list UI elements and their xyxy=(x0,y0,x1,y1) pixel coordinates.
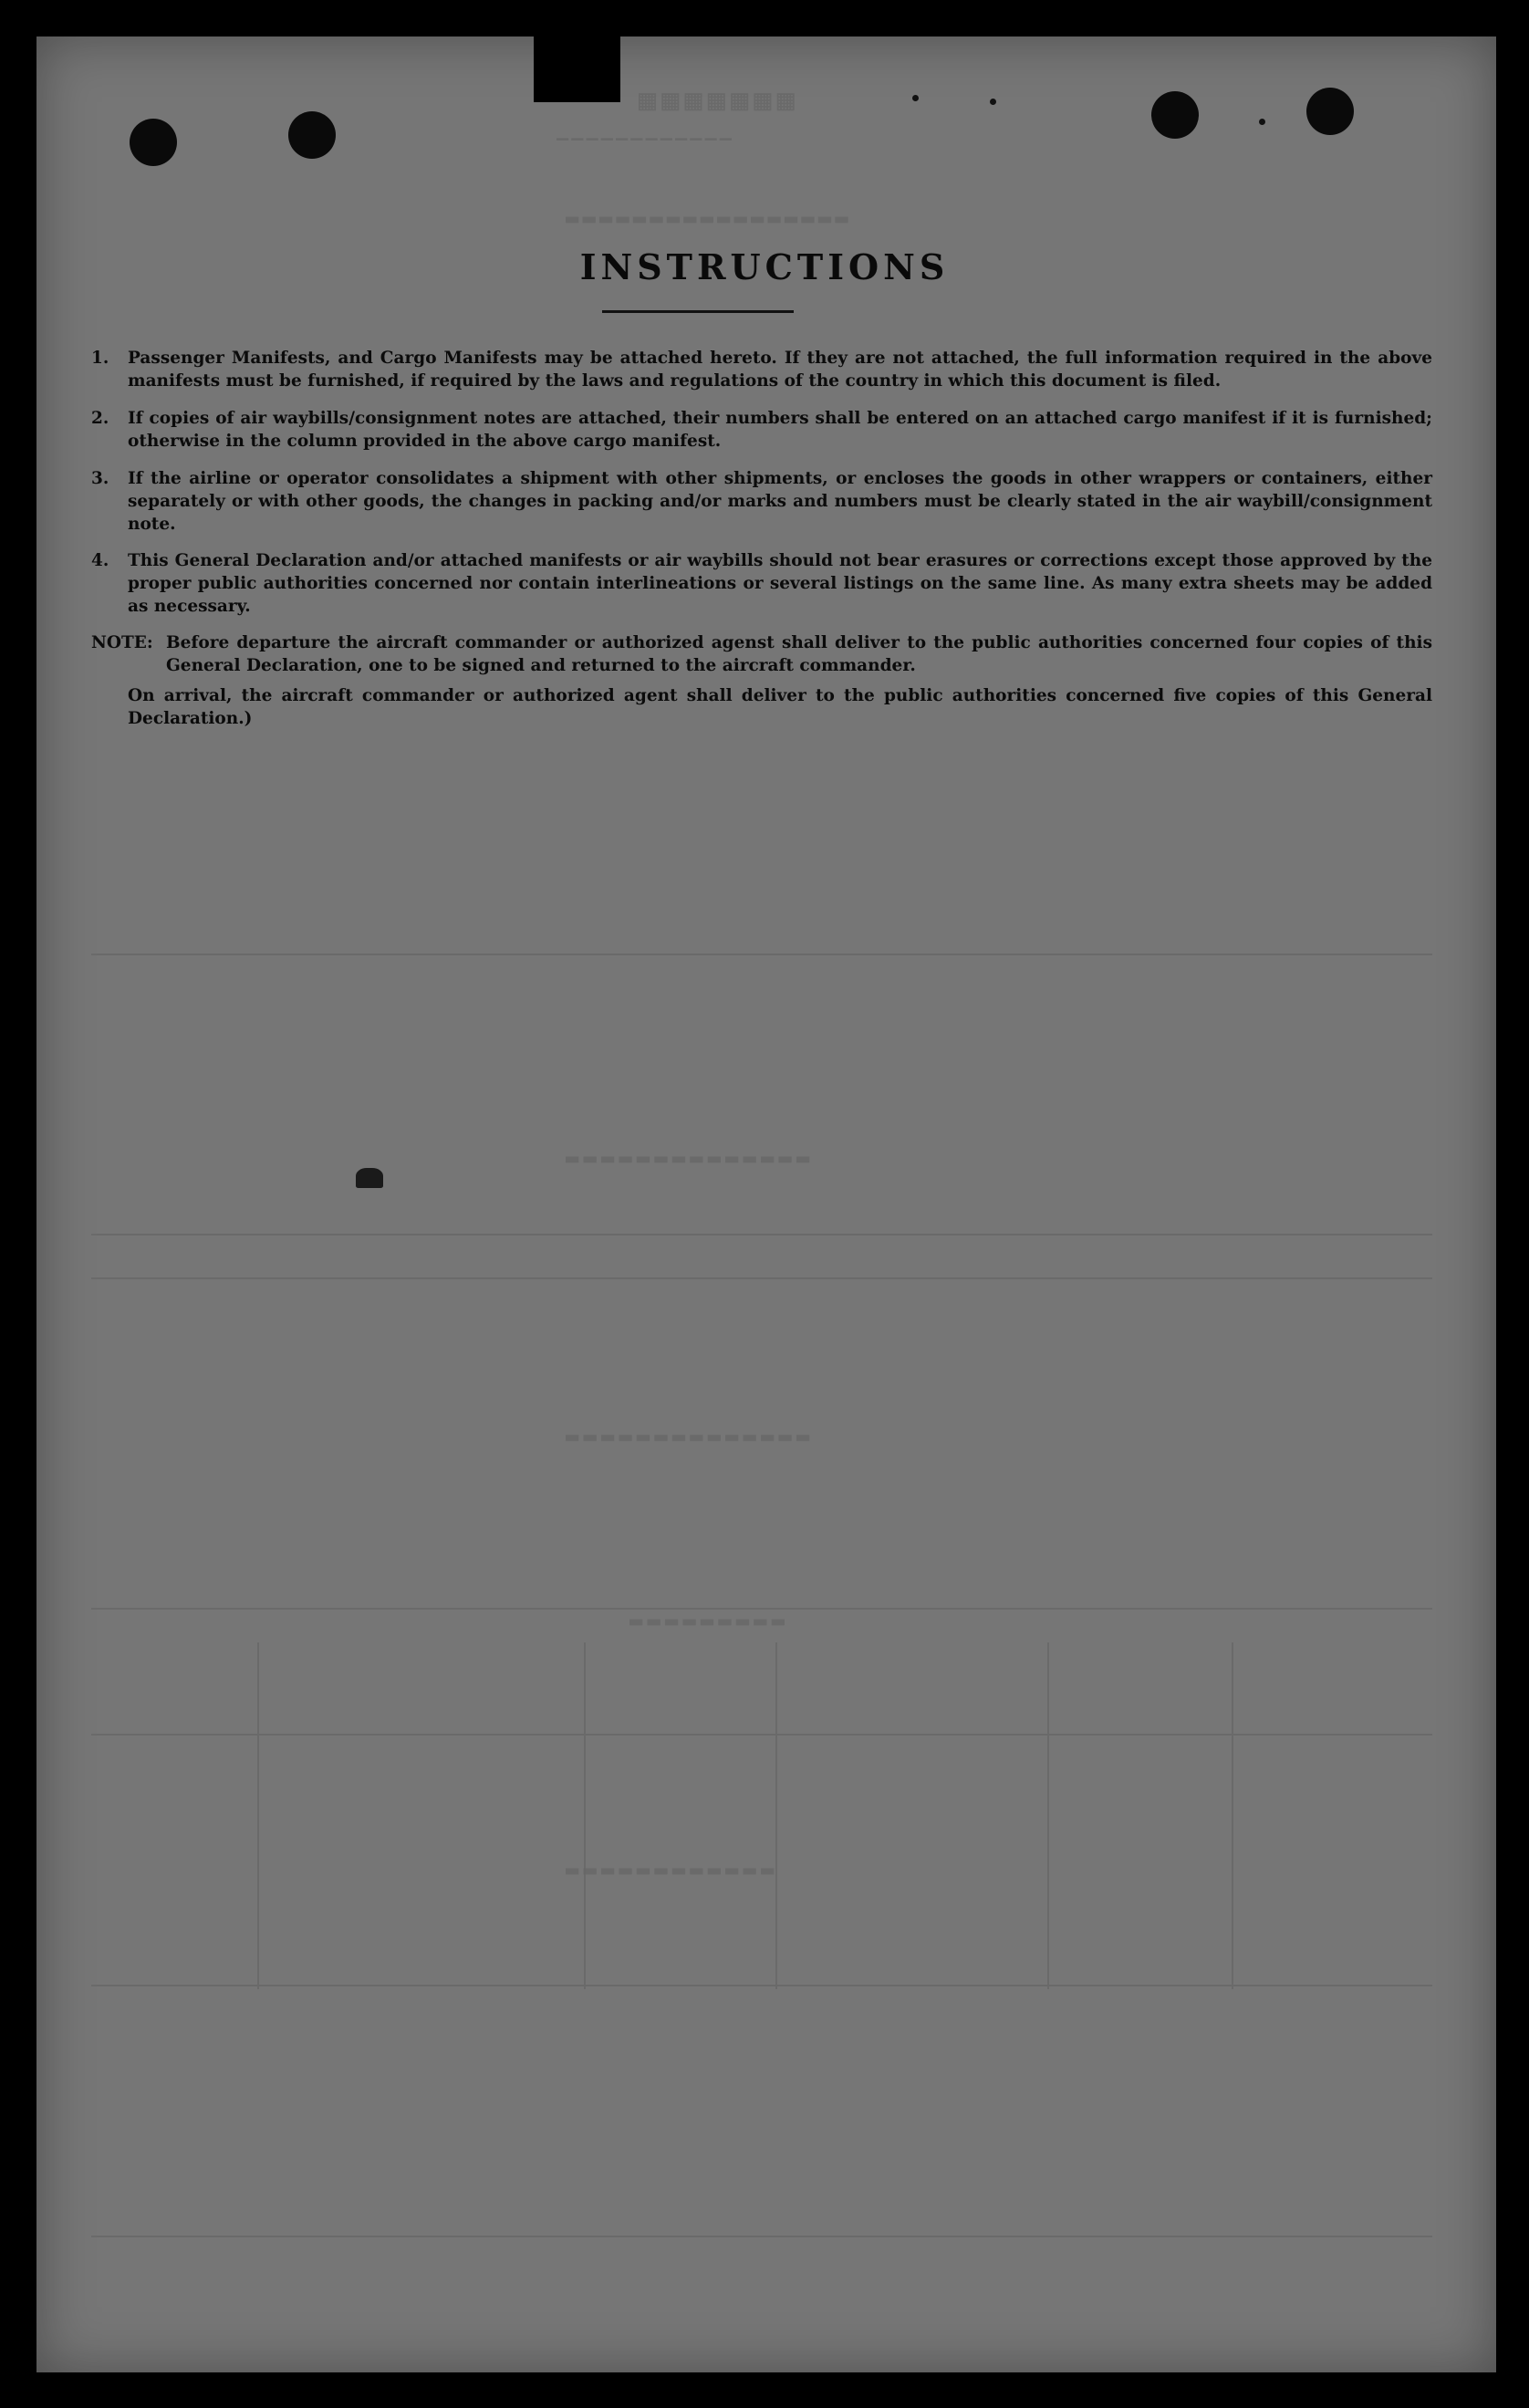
torn-corner xyxy=(534,36,620,102)
instructions-title: INSTRUCTIONS xyxy=(579,246,950,287)
bleed-through xyxy=(1232,1642,1233,1989)
bleed-through: ▬▬▬▬▬▬▬▬▬▬▬▬ xyxy=(566,1857,779,1882)
item-number: 4. xyxy=(91,551,109,570)
bleed-through: ▬▬▬▬▬▬▬▬▬▬▬▬▬▬▬▬▬ xyxy=(566,205,852,231)
bleed-through: ▬▬▬▬▬▬▬▬▬▬▬▬▬▬ xyxy=(566,1145,815,1171)
item-number: 3. xyxy=(91,469,109,488)
item-text: If copies of air waybills/consignment notes are attached, their numbers shall be entered on an attached cargo manifest if it is furnished; otherwise in the column provided in the above cargo manifest. xyxy=(128,409,1432,451)
item-text: Passenger Manifests, and Cargo Manifests may be attached hereto. If they are not attached, the full information required in the above manifests must be furnished, if required by the laws and regulations of the country in which this document is filed. xyxy=(128,349,1432,391)
item-number: 1. xyxy=(91,349,109,368)
note-text: Before departure the aircraft commander or authorized agenst shall deliver to the public authorities concerned four copies of this General Declaration, one to be signed and returned to the aircraft commander. xyxy=(166,633,1432,675)
item-text: This General Declaration and/or attached manifests or air waybills should not bear erasures or corrections except those approved by the proper public authorities concerned nor contain interlineations or several listings on the same line. As many extra sheets may be added as necessary. xyxy=(128,551,1432,616)
instruction-item xyxy=(91,407,1432,453)
bleed-through: ▬▬▬▬▬▬▬▬▬ xyxy=(629,1608,790,1633)
item-text: If the airline or operator consolidates a shipment with other shipments, or encloses the goods in other wrappers or containers, either separately or with other goods, the changes in packing and/or marks and numbers must be clearly stated in the air waybill/consignment note. xyxy=(128,469,1432,534)
speck xyxy=(990,99,996,105)
bleed-through xyxy=(91,1277,1432,1279)
bleed-through xyxy=(1047,1642,1049,1989)
note-block xyxy=(91,631,1432,730)
bleed-through xyxy=(257,1642,259,1989)
stamp-mark xyxy=(356,1168,383,1188)
bleed-through xyxy=(91,1234,1432,1235)
bleed-through xyxy=(584,1642,586,1989)
instruction-item xyxy=(91,347,1432,392)
punch-hole xyxy=(1306,88,1354,135)
bleed-through xyxy=(91,2236,1432,2237)
title-underline xyxy=(602,310,794,313)
bleed-through: ▦▦▦▦▦▦▦ xyxy=(639,82,800,117)
bleed-through: ▬▬▬▬▬▬▬▬▬▬▬▬▬▬ xyxy=(566,1423,815,1449)
bleed-through xyxy=(775,1642,777,1989)
speck xyxy=(1259,119,1265,125)
punch-hole xyxy=(288,111,336,159)
note-text-arrival: On arrival, the aircraft commander or authorized agent shall deliver to the public authorities concerned five copies of this General Declaration.) xyxy=(128,686,1432,728)
instruction-item xyxy=(91,549,1432,618)
note-label: NOTE: xyxy=(91,633,153,652)
item-number: 2. xyxy=(91,409,109,428)
instruction-item xyxy=(91,467,1432,536)
bleed-through xyxy=(91,954,1432,955)
punch-hole xyxy=(130,119,177,166)
punch-hole xyxy=(1151,91,1199,139)
bleed-through: ‒‒‒‒‒‒‒‒‒‒‒‒ xyxy=(556,128,734,151)
speck xyxy=(912,95,919,101)
